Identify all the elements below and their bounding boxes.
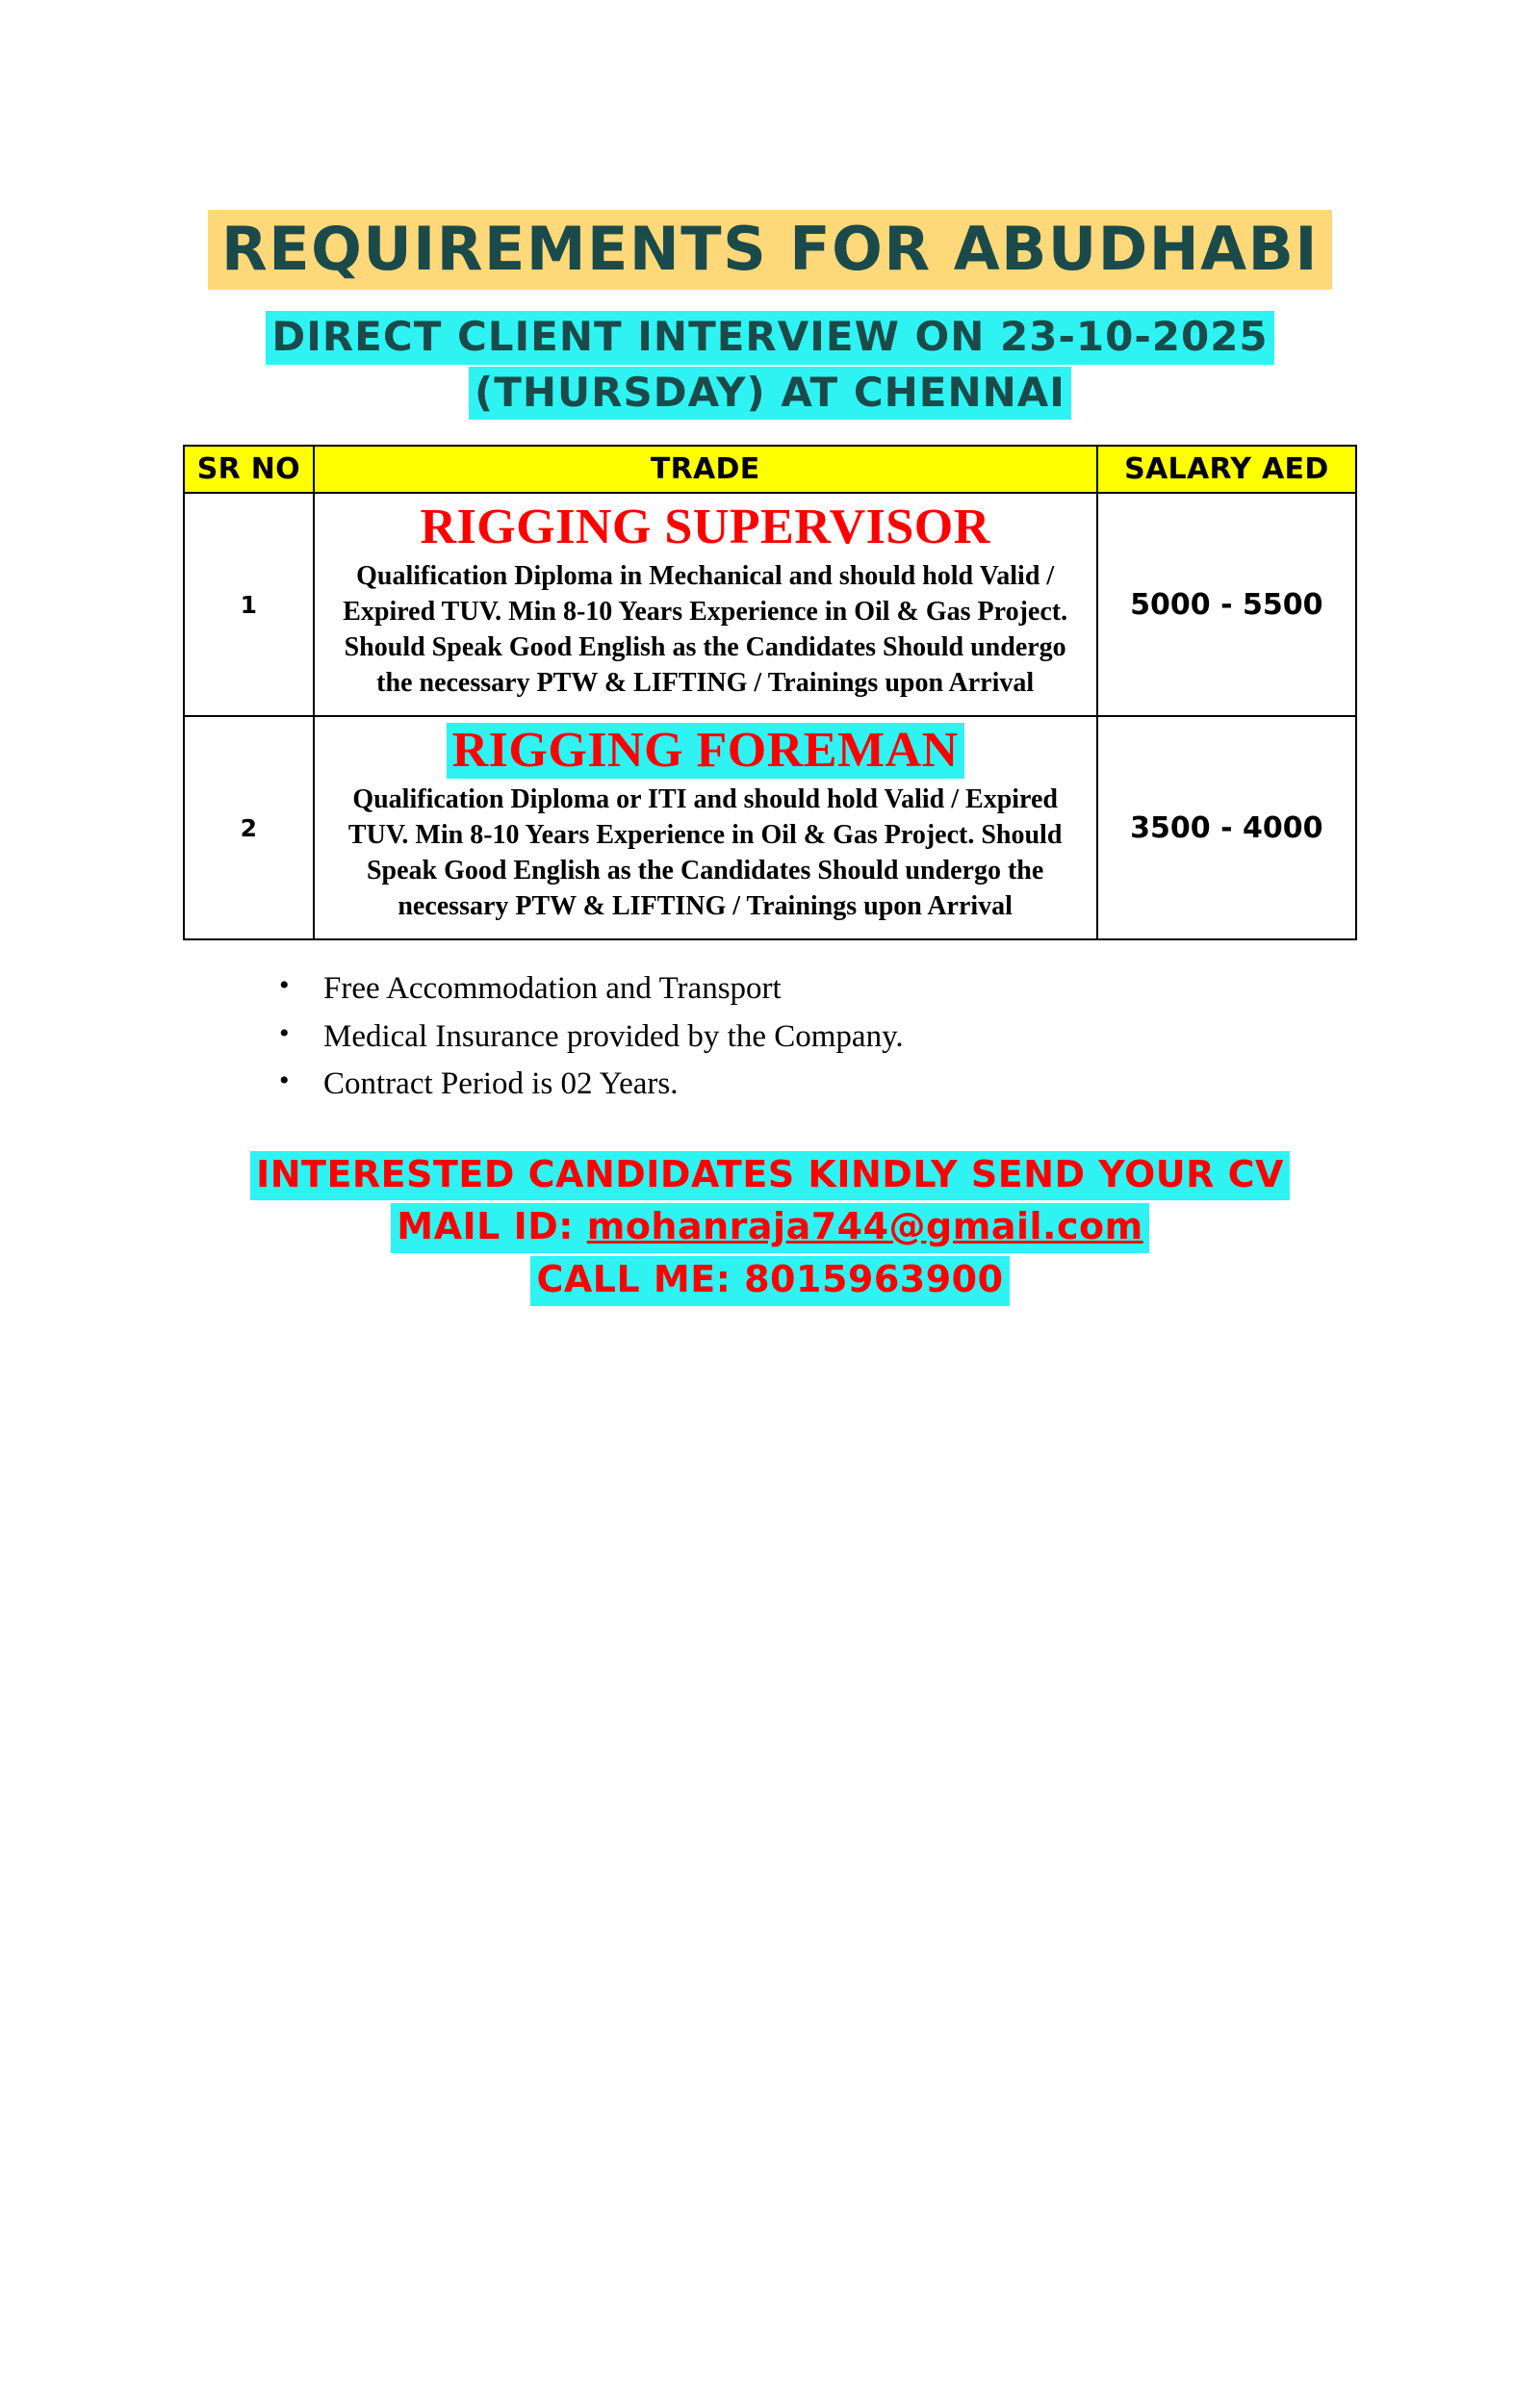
subtitle-line-2: (THURSDAY) AT CHENNAI	[469, 367, 1071, 421]
row-trade-description: Qualification Diploma in Mechanical and should hold Valid / Expired TUV. Min 8-10 Years Experience in Oil & Gas Project. Should Speak Good English as the Candidates Should undergo the necessary PTW & LIFTING / Trainings upon Arrival	[343, 561, 1068, 699]
contact-mail-wrap	[391, 1203, 1148, 1253]
subtitle-line-1: DIRECT CLIENT INTERVIEW ON 23-10-2025	[266, 311, 1273, 365]
row-trade-description: Qualification Diploma or ITI and should hold Valid / Expired TUV. Min 8-10 Years Experience in Oil & Gas Project. Should Speak Good English as the Candidates Should undergo the necessary PTW & LIFTING / Trainings upon Arrival	[347, 784, 1063, 922]
column-header-trade: TRADE	[314, 446, 1097, 493]
row-trade-name: RIGGING SUPERVISOR	[420, 500, 990, 555]
row-sr-no: 2	[184, 716, 314, 939]
contact-block	[0, 1151, 1540, 1306]
column-header-sr-no: SR NO	[184, 446, 314, 493]
row-trade-cell	[314, 493, 1097, 716]
table-row	[184, 716, 1356, 939]
contact-cta: INTERESTED CANDIDATES KINDLY SEND YOUR CV	[250, 1151, 1290, 1201]
table-header-row	[184, 446, 1356, 493]
table-row	[184, 493, 1356, 716]
row-trade-cell	[314, 716, 1097, 939]
contact-phone[interactable]: CALL ME: 8015963900	[530, 1256, 1009, 1306]
contact-phone-row	[0, 1256, 1540, 1306]
list-item: • Medical Insurance provided by the Company.	[279, 1014, 1540, 1062]
row-sr-no: 1	[184, 493, 314, 716]
row-salary: 3500 - 4000	[1097, 716, 1356, 939]
title-container	[0, 210, 1540, 290]
subtitle-container	[0, 311, 1540, 420]
list-item: • Contract Period is 02 Years.	[279, 1061, 1540, 1109]
perks-list	[0, 965, 1540, 1109]
requirements-table	[183, 445, 1357, 940]
column-header-salary: SALARY AED	[1097, 446, 1356, 493]
contact-email-link[interactable]: mohanraja744@gmail.com	[586, 1205, 1143, 1248]
row-salary: 5000 - 5500	[1097, 493, 1356, 716]
flyer-page	[0, 210, 1540, 2387]
contact-mail-row	[0, 1203, 1540, 1253]
page-title: REQUIREMENTS FOR ABUDHABI	[208, 210, 1332, 290]
row-trade-name: RIGGING FOREMAN	[447, 723, 964, 779]
contact-mail-label: MAIL ID:	[397, 1205, 587, 1248]
list-item: • Free Accommodation and Transport	[279, 965, 1540, 1014]
